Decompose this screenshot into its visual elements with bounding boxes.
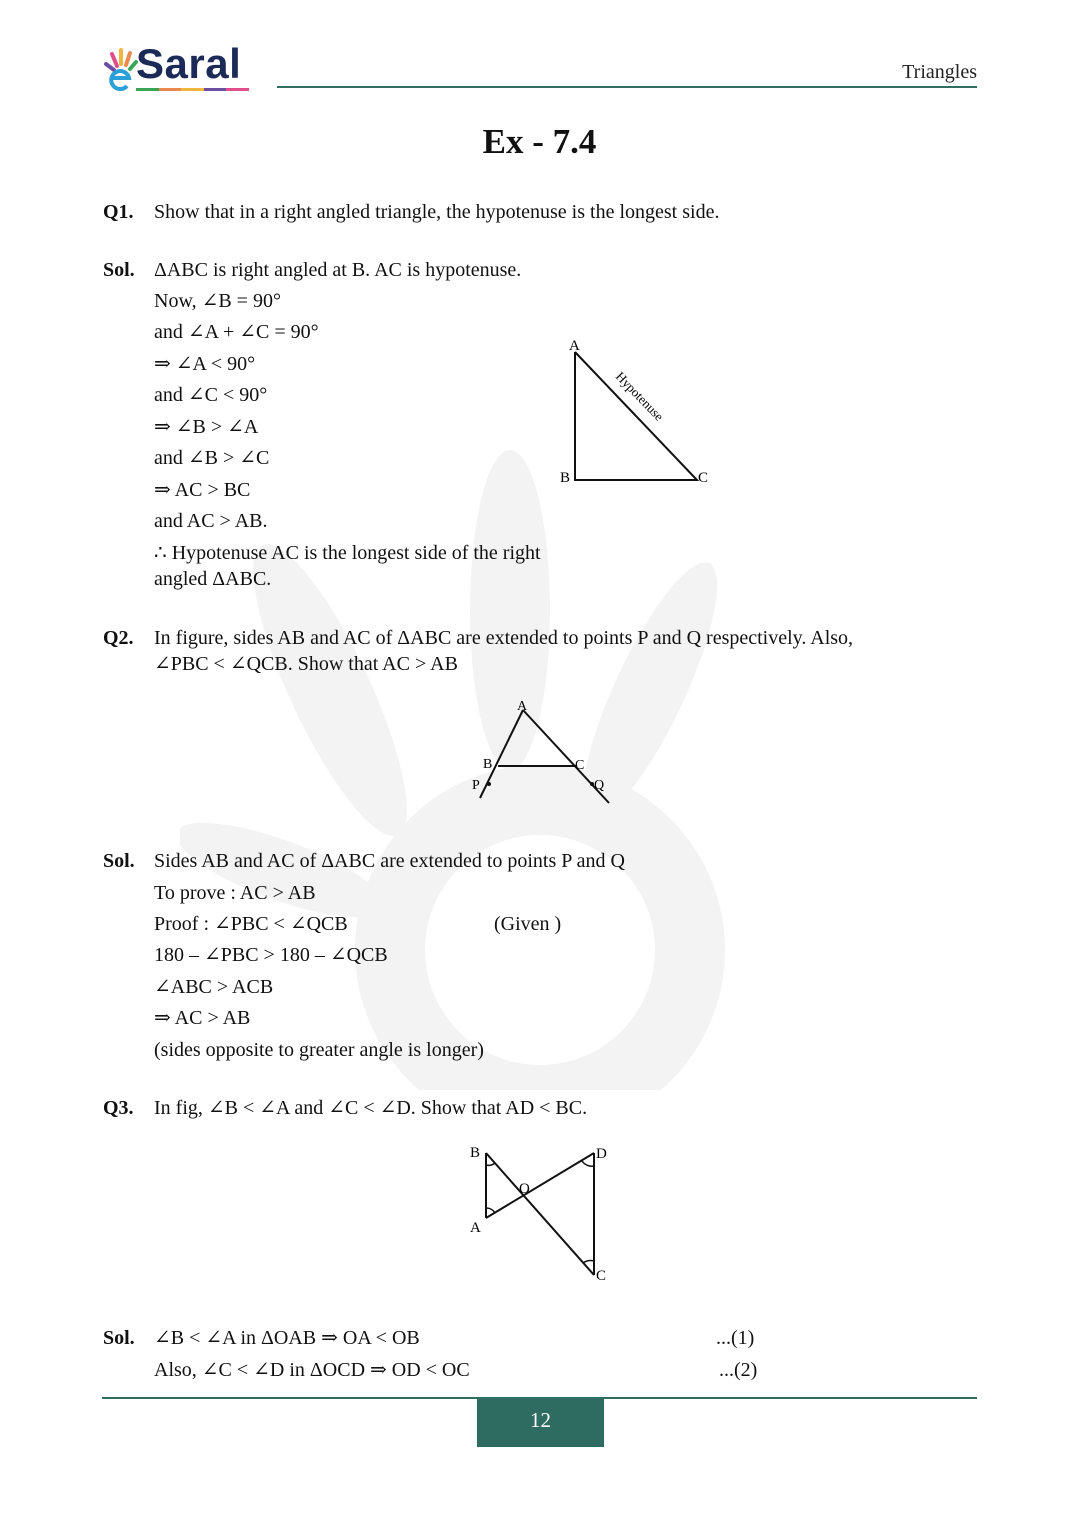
q1-sol-line: Now, ∠B = 90° xyxy=(154,290,281,312)
q1-sol-line: and ∠A + ∠C = 90° xyxy=(154,321,319,343)
vertex-label-a: A xyxy=(517,699,528,714)
q1-sol-line: and AC > AB. xyxy=(154,510,268,532)
vertex-label-c: C xyxy=(698,470,709,486)
q2-sol-line: To prove : AC > AB xyxy=(154,882,316,904)
crossed-triangles-figure xyxy=(465,1140,625,1285)
vertex-label-b: B xyxy=(470,1145,481,1161)
q3-sol-label: Sol. xyxy=(103,1327,135,1349)
vertex-label-c: C xyxy=(575,758,585,773)
right-triangle-figure xyxy=(555,335,725,490)
vertex-label-d: D xyxy=(596,1146,607,1162)
q3-text: In fig, ∠B < ∠A and ∠C < ∠D. Show that AD < BC. xyxy=(154,1097,588,1119)
logo-color-bar xyxy=(136,88,249,91)
chapter-title: Triangles xyxy=(902,61,977,83)
q2-sol-line: 180 – ∠PBC > 180 – ∠QCB xyxy=(154,944,388,966)
q1-sol-line: ΔABC is right angled at B. AC is hypotenuse. xyxy=(154,259,522,281)
exercise-title: Ex - 7.4 xyxy=(482,122,597,161)
q2-sol-line: (sides opposite to greater angle is longer) xyxy=(154,1039,484,1061)
q2-label: Q2. xyxy=(103,627,134,649)
vertex-label-a: A xyxy=(569,338,580,354)
q1-sol-line: ∴ Hypotenuse AC is the longest side of the right xyxy=(154,542,541,564)
equation-ref: ...(2) xyxy=(719,1359,758,1381)
header-divider xyxy=(277,86,977,88)
q1-sol-line: and ∠B > ∠C xyxy=(154,447,270,469)
q1-label: Q1. xyxy=(103,201,134,223)
hypotenuse-label: Hypotenuse xyxy=(612,368,667,424)
q3-label: Q3. xyxy=(103,1097,134,1119)
vertex-label-o: O xyxy=(519,1181,530,1197)
q1-sol-label: Sol. xyxy=(103,259,135,281)
point-label-p: P xyxy=(472,778,480,793)
q1-text: Show that in a right angled triangle, the hypotenuse is the longest side. xyxy=(154,201,720,223)
esaral-logo xyxy=(102,40,252,94)
q2-sol-line: ⇒ AC > AB xyxy=(154,1007,251,1029)
given-note: (Given ) xyxy=(494,913,562,935)
q1-sol-line: angled ΔABC. xyxy=(154,568,272,590)
q2-sol-line: Sides AB and AC of ΔABC are extended to points P and Q xyxy=(154,850,625,872)
q2-sol-label: Sol. xyxy=(103,850,135,872)
vertex-label-b: B xyxy=(483,757,493,772)
q1-sol-line: ⇒ ∠A < 90° xyxy=(154,353,256,375)
page-number: 12 xyxy=(477,1399,604,1447)
q2-text-line2: ∠PBC < ∠QCB. Show that AC > AB xyxy=(154,653,458,675)
logo-text: Saral xyxy=(136,40,242,87)
q3-sol-line: ∠B < ∠A in ΔOAB ⇒ OA < OB xyxy=(154,1327,420,1349)
q3-sol-line: Also, ∠C < ∠D in ΔOCD ⇒ OD < OC xyxy=(154,1359,470,1381)
q2-sol-line: ∠ABC > ACB xyxy=(154,976,274,998)
q1-sol-line: ⇒ ∠B > ∠A xyxy=(154,416,259,438)
q2-sol-line: Proof : ∠PBC < ∠QCB xyxy=(154,913,348,935)
vertex-label-a: A xyxy=(470,1220,481,1236)
vertex-label-c: C xyxy=(596,1268,607,1284)
vertex-label-b: B xyxy=(560,470,571,486)
hand-e-icon xyxy=(102,44,138,94)
q1-sol-line: ⇒ AC > BC xyxy=(154,479,251,501)
q2-text-line1: In figure, sides AB and AC of ΔABC are extended to points P and Q respectively. Also, xyxy=(154,627,854,649)
equation-ref: ...(1) xyxy=(716,1327,755,1349)
q1-sol-line: and ∠C < 90° xyxy=(154,384,268,406)
point-label-q: Q xyxy=(594,778,605,793)
extended-triangle-figure xyxy=(465,695,625,805)
